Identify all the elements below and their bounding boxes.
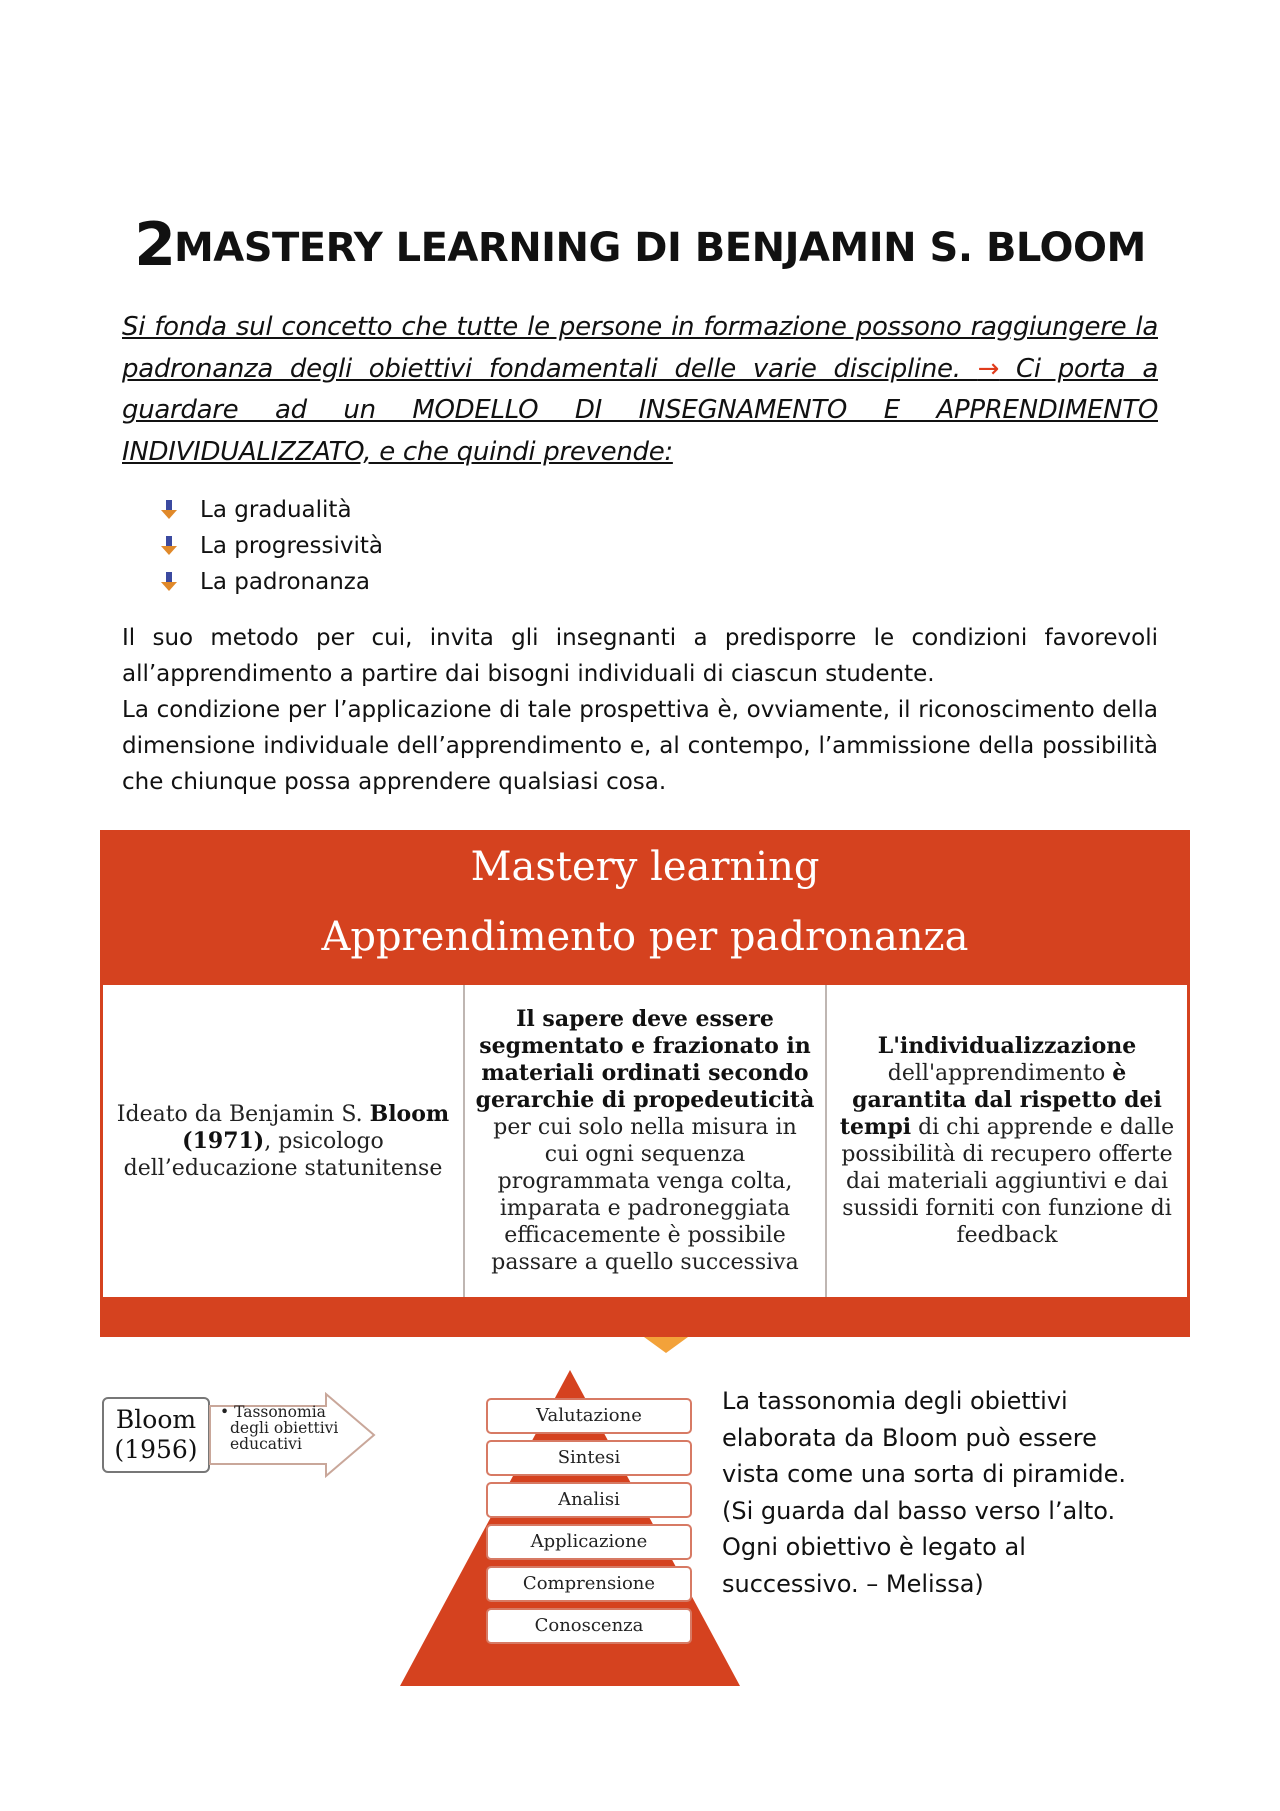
col1-bloom: Bloom [369,1100,450,1127]
col1-year: (1971) [182,1127,265,1154]
pyramid-level-analisi: Analisi [486,1482,692,1518]
col3-bold-c: è garantita dal rispetto dei tempi [839,1060,1162,1140]
bullet-text: La progressività [200,533,384,559]
list-item [160,492,383,528]
col3-text-b: dell'apprendimento [887,1061,1113,1086]
col2-bold: Il sapere deve essere segmentato e frazionato in materiali ordinati secondo gerarchie di propedeuticità [475,1006,815,1113]
column-knowledge [465,985,827,1297]
pyramid-level-valutazione: Valutazione [486,1398,692,1434]
infographic-subtitle: Apprendimento per padronanza [321,914,969,960]
infographic-header [100,830,1190,985]
bloom-bullet-rest: degli obiettivi educativi [230,1419,339,1453]
infographic-title: Mastery learning [470,844,820,890]
intro-paragraph [122,307,1158,473]
infographic-footer-bar [100,1297,1190,1337]
taxonomy-description: La tassonomia degli obiettivi elaborata da Bloom può essere vista come una sorta di piramide. (Si guarda dal basso verso l’alto. Ogni obiettivo è legato al successivo. – Melissa) [722,1387,1127,1598]
title-number: 2 [134,210,174,280]
bloom-bullet: • Tassonomia [220,1403,326,1421]
down-arrow-icon [160,499,178,521]
down-triangle-icon [644,1337,688,1353]
down-arrow-icon [160,571,178,593]
down-arrow-icon [160,535,178,557]
infographic-columns [100,985,1190,1297]
bullet-text: La gradualità [200,497,352,523]
title-text: MASTERY LEARNING DI BENJAMIN S. BLOOM [173,225,1146,271]
page-title [120,210,1160,280]
column-individualization [827,985,1187,1297]
right-arrow-icon: → [977,353,1000,384]
pyramid-level-sintesi: Sintesi [486,1440,692,1476]
col2-text: per cui solo nella misura in cui ogni sequenza programmata venga colta, imparata e padroneggiata efficacemente è possibile passare a quello successiva [491,1115,799,1275]
bullet-text: La padronanza [200,569,370,595]
list-item [160,528,383,564]
list-item [160,564,383,600]
col1-text-a: Ideato da Benjamin S. [116,1101,370,1127]
paragraph-method: Il suo metodo per cui, invita gli insegnanti a predisporre le condizioni favorevoli all’apprendimento a partire dai bisogni individuali di ciascun studente. [122,625,1158,687]
bloom-name: Bloom [115,1405,197,1434]
pyramid-level-conoscenza: Conoscenza [486,1608,692,1644]
pyramid-level-comprensione: Comprensione [486,1566,692,1602]
bloom-taxonomy-label [220,1404,350,1452]
bloom-year: (1956) [114,1435,198,1464]
col1-text-d: , psicologo dell’educazione statunitense [123,1128,443,1181]
column-author [103,985,465,1297]
bullet-list [160,492,383,600]
paragraph-condition: La condizione per l’applicazione di tale prospettiva è, ovviamente, il riconoscimento della dimensione individuale dell’apprendimento e, al contempo, l’ammissione della possibilità che chiunque possa apprendere qualsiasi cosa. [122,697,1158,795]
intro-text-before: Si fonda sul concetto che tutte le persone in formazione possono raggiungere la padronanza degli obiettivi fondamentali delle varie discipline. [122,312,1158,384]
col3-text-d: di chi apprende e dalle possibilità di recupero offerte dai materiali aggiuntivi e dai sussidi forniti con funzione di feedback [841,1115,1175,1248]
col3-bold-a: L'individualizzazione [877,1033,1137,1059]
bloom-box [102,1397,210,1473]
pyramid-level-applicazione: Applicazione [486,1524,692,1560]
intro-text-after: Ci porta a guardare ad un MODELLO DI INSEGNAMENTO E APPRENDIMENTO INDIVIDUALIZZATO, e che quindi prevende: [122,353,1158,467]
